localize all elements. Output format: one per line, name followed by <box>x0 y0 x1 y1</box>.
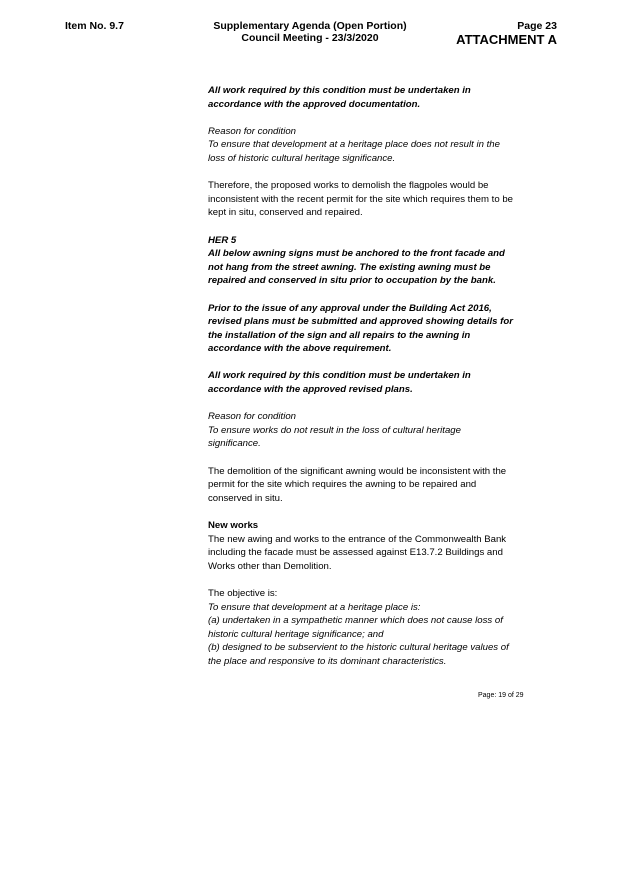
condition-paragraph-1 <box>208 84 528 111</box>
text-line: (b) designed to be subservient to the historic cultural heritage values of <box>208 642 509 654</box>
condition-paragraph-2 <box>208 369 528 396</box>
awning-paragraph <box>208 465 528 506</box>
text-line: All work required by this condition must be undertaken in <box>208 370 471 382</box>
text-line: accordance with the above requirement. <box>208 343 392 355</box>
attachment-label: ATTACHMENT A <box>456 32 557 47</box>
new-works-heading: New works <box>208 520 259 531</box>
text-line: conserved in situ. <box>208 492 283 504</box>
page-header-right <box>456 20 557 47</box>
text-line: To ensure that development at a heritage place does not result in the <box>208 139 500 151</box>
text-line: loss of historic cultural heritage significance. <box>208 152 396 164</box>
text-line: the place and responsive to its dominant characteristics. <box>208 655 447 667</box>
text-line: Reason for condition <box>208 125 296 137</box>
building-act-paragraph <box>208 302 528 356</box>
text-line: including the facade must be assessed against E13.7.2 Buildings and <box>208 547 503 559</box>
agenda-header <box>180 20 440 44</box>
text-line: To ensure that development at a heritage place is: <box>208 601 421 613</box>
text-line: Therefore, the proposed works to demolish the flagpoles would be <box>208 180 489 192</box>
text-line: historic cultural heritage significance; and <box>208 628 384 640</box>
text-line: accordance with the approved revised plans. <box>208 384 413 396</box>
reason-for-condition-1 <box>208 125 528 166</box>
text-line: Reason for condition <box>208 411 296 423</box>
reason-for-condition-2 <box>208 410 528 451</box>
new-works-section <box>208 519 528 573</box>
text-line: Works other than Demolition. <box>208 560 332 572</box>
text-line: repaired and conserved in situ prior to occupation by the bank. <box>208 275 496 287</box>
text-line: (a) undertaken in a sympathetic manner which does not cause loss of <box>208 615 503 627</box>
text-line: Prior to the issue of any approval under the Building Act 2016, <box>208 302 492 314</box>
text-line: The demolition of the significant awning would be inconsistent with the <box>208 465 507 477</box>
agenda-title: Supplementary Agenda (Open Portion) <box>213 20 407 32</box>
text-line: significance. <box>208 438 261 450</box>
text-line: kept in situ, conserved and repaired. <box>208 207 363 219</box>
text-line: inconsistent with the recent permit for the site which requires them to be <box>208 193 514 205</box>
page-footer: Page: 19 of 29 <box>478 692 524 699</box>
page-number: Page 23 <box>517 20 557 32</box>
objective-intro: The objective is: <box>208 587 278 599</box>
objective-section <box>208 587 528 669</box>
her5-heading: HER 5 <box>208 234 237 246</box>
item-number: Item No. 9.7 <box>65 20 124 32</box>
text-line: permit for the site which requires the awning to be repaired and <box>208 479 477 491</box>
text-line: accordance with the approved documentation. <box>208 98 421 110</box>
meeting-date: Council Meeting - 23/3/2020 <box>241 32 379 44</box>
text-line: not hang from the street awning. The existing awning must be <box>208 261 491 273</box>
text-line: To ensure works do not result in the loss of cultural heritage <box>208 424 461 436</box>
text-line: revised plans must be submitted and approved showing details for <box>208 316 513 328</box>
document-body <box>208 84 528 682</box>
text-line: the installation of the sign and all repairs to the awning in <box>208 329 471 341</box>
flagpoles-paragraph <box>208 179 528 220</box>
her5-condition <box>208 234 528 288</box>
text-line: The new awing and works to the entrance of the Commonwealth Bank <box>208 533 507 545</box>
text-line: All work required by this condition must be undertaken in <box>208 85 471 96</box>
text-line: All below awning signs must be anchored to the front facade and <box>208 248 505 260</box>
